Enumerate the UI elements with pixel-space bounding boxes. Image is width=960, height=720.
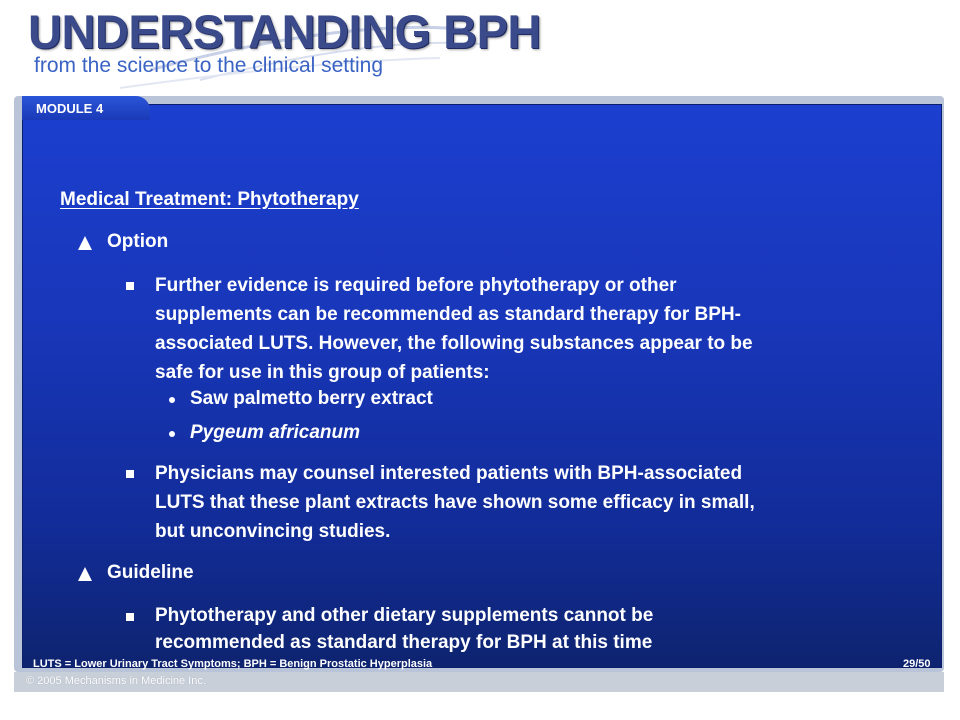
dot-bullet-icon (169, 397, 175, 403)
paragraph-line: safe for use in this group of patients: (155, 362, 490, 383)
paragraph-counsel (155, 459, 755, 546)
paragraph-line: Phytotherapy and other dietary supplements cannot be (155, 605, 654, 626)
page-number: 29/50 (903, 658, 931, 670)
paragraph-line: LUTS that these plant extracts have shown some efficacy in small, (155, 492, 755, 513)
section-heading-guideline: Guideline (107, 562, 194, 583)
dot-bullet-icon (169, 431, 175, 437)
square-bullet-icon (126, 613, 134, 621)
paragraph-line: Physicians may counsel interested patients with BPH-associated (155, 463, 743, 484)
paragraph-line: supplements can be recommended as standard therapy for BPH- (155, 304, 741, 325)
copyright-text: © 2005 Mechanisms in Medicine Inc. (26, 675, 206, 687)
paragraph-line: recommended as standard therapy for BPH at this time (155, 632, 653, 653)
slide-title: Medical Treatment: Phytotherapy (60, 189, 359, 210)
subitem-saw-palmetto: Saw palmetto berry extract (190, 388, 433, 409)
square-bullet-icon (126, 282, 134, 290)
abbreviation-footnote: LUTS = Lower Urinary Tract Symptoms; BPH = Benign Prostatic Hyperplasia (33, 658, 433, 670)
module-tab: MODULE 4 (22, 96, 150, 120)
header-banner (0, 0, 960, 96)
subitem-pygeum: Pygeum africanum (190, 422, 360, 443)
square-bullet-icon (126, 470, 134, 478)
triangle-bullet-icon (78, 567, 92, 581)
paragraph-line: but unconvincing studies. (155, 521, 391, 542)
paragraph-evidence (155, 271, 753, 387)
paragraph-line: associated LUTS. However, the following substances appear to be (155, 333, 753, 354)
brand-title: UNDERSTANDING BPH (28, 5, 541, 58)
section-heading-option: Option (107, 231, 169, 252)
paragraph-guideline (155, 602, 653, 656)
brand-subtitle: from the science to the clinical setting (34, 54, 384, 77)
triangle-bullet-icon (78, 236, 92, 250)
paragraph-line: Further evidence is required before phytotherapy or other (155, 275, 677, 296)
